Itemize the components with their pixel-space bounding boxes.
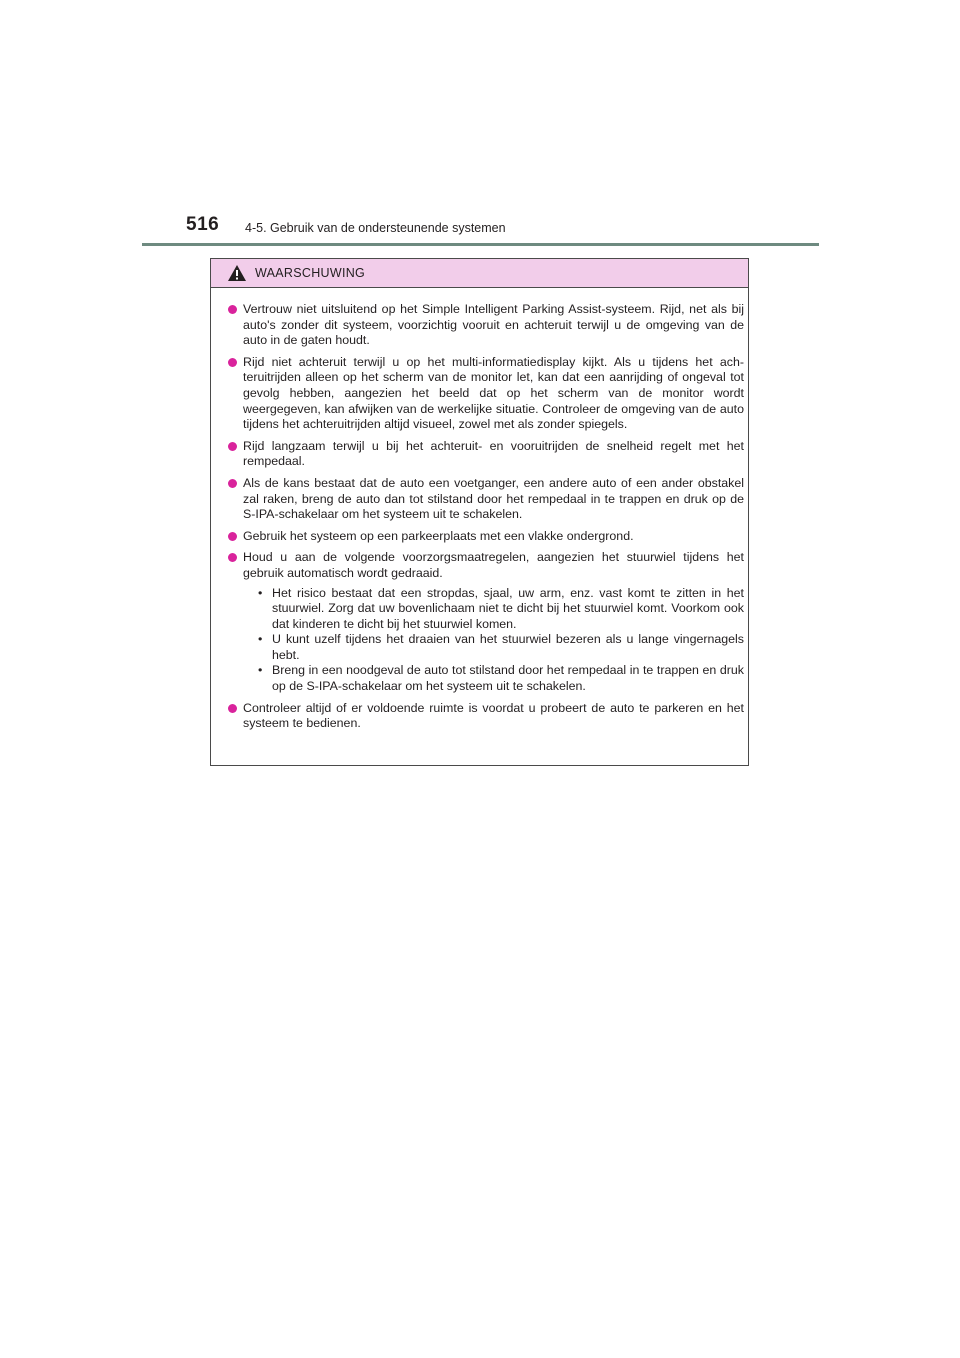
warning-body <box>228 302 744 738</box>
bullet-icon <box>228 532 237 541</box>
warning-item-text: Houd u aan de volgende voorzorgsmaatregelen, aangezien het stuurwiel tijdens het gebruik automatisch wordt gedraaid. <box>243 550 744 580</box>
warning-item-text: Controleer altijd of er voldoende ruimte is voordat u probeert de auto te parkeren en het systeem te bedienen. <box>243 700 744 731</box>
bullet-icon <box>228 704 237 713</box>
sub-list-item-text: U kunt uzelf tijdens het draaien van het stuurwiel bezeren als u lange vingernagels hebt. <box>272 632 744 662</box>
warning-item-text: Als de kans bestaat dat de auto een voetganger, een andere auto of een ander obstakel zal raken, breng de auto dan tot stilstand door het rempedaal in te trappen en druk op de S-IPA-schakelaar om het systeem uit te schakelen. <box>243 475 744 522</box>
warning-item <box>228 302 744 349</box>
bullet-icon <box>228 442 237 451</box>
warning-item <box>228 355 744 433</box>
warning-item <box>228 550 744 694</box>
warning-item <box>228 529 744 545</box>
warning-item <box>228 476 744 523</box>
sub-list-item <box>243 632 744 663</box>
sub-bullet-icon: • <box>258 663 263 678</box>
warning-title: WAARSCHUWING <box>255 266 366 280</box>
header-divider <box>142 243 819 246</box>
sub-list-item <box>243 586 744 633</box>
sub-list-item <box>243 663 744 694</box>
page-header <box>0 0 960 250</box>
section-title: 4-5. Gebruik van de ondersteunende systemen <box>245 221 506 235</box>
sub-list <box>243 586 744 695</box>
bullet-icon <box>228 305 237 314</box>
warning-item-text: Gebruik het systeem op een parkeerplaats met een vlakke ondergrond. <box>243 528 634 543</box>
warning-item-text: Vertrouw niet uitsluitend op het Simple Intelligent Parking Assist-systeem. Rijd, net als bij auto's zonder dit systeem, voorzichtig vooruit en achteruit terwijl u de omgeving van de auto in de gaten houdt. <box>243 302 744 348</box>
bullet-icon <box>228 553 237 562</box>
page-number: 516 <box>186 214 220 235</box>
sub-bullet-icon: • <box>258 632 263 647</box>
sub-list-item-text: Het risico bestaat dat een stropdas, sjaal, uw arm, enz. vast komt te zitten in het stuurwiel. Zorg dat uw bovenlichaam niet te dicht bij het stuurwiel komt. Voorkom ook dat kinderen te dicht bij het stuurwiel komen. <box>272 585 744 631</box>
sub-bullet-icon: • <box>258 585 263 600</box>
warning-item <box>228 439 744 470</box>
warning-triangle-icon <box>227 264 247 282</box>
sub-list-item-text: Breng in een noodgeval de auto tot stilstand door het rempedaal in te trappen en druk op de S-IPA-schakelaar om het systeem uit te schakelen. <box>272 663 744 694</box>
bullet-icon <box>228 479 237 488</box>
bullet-icon <box>228 358 237 367</box>
warning-header <box>211 259 748 288</box>
warning-box <box>210 258 749 766</box>
warning-item-text: Rijd langzaam terwijl u bij het achteruit- en vooruitrijden de snelheid regelt met het rempedaal. <box>243 438 744 469</box>
warning-item-text: Rijd niet achteruit terwijl u op het multi-informatiedisplay kijkt. Als u tijdens het achteruitrijden alleen op het scherm van de monitor let, kan dat een aanrijding of ongeval tot gevolg hebben, aangezien het beeld dat op het scherm van de monitor wordt weergegeven, kan afwijken van de werkelijke situatie. Controleer de omgeving van de auto tijdens het achteruitrijden altijd visueel, zowel met als zonder spiegels. <box>243 354 744 432</box>
warning-item <box>228 701 744 732</box>
